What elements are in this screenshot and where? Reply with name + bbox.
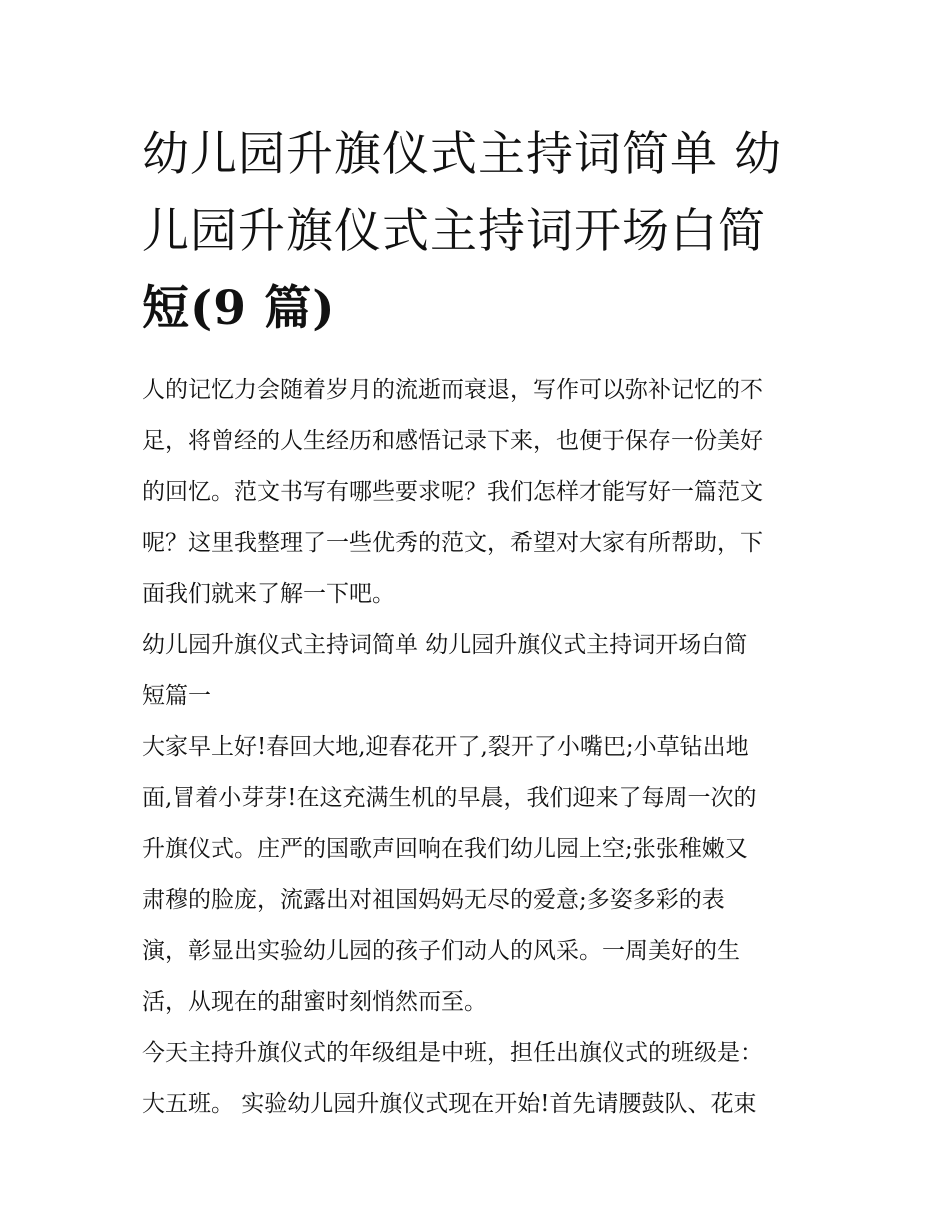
intro-line: 人的记忆力会随着岁月的流逝而衰退，写作可以弥补记忆的不 xyxy=(142,377,763,403)
body-paragraph-1 xyxy=(142,722,822,1028)
body-line: 演，彰显出实验幼儿园的孩子们动人的风采。一周美好的生 xyxy=(142,938,740,964)
body-line: 今天主持升旗仪式的年级组是中班，担任出旗仪式的班级是： xyxy=(142,1040,763,1066)
body-line: 活，从现在的甜蜜时刻悄然而至。 xyxy=(142,989,487,1015)
body-line: 升旗仪式。庄严的国歌声回响在我们幼儿园上空;张张稚嫩又 xyxy=(142,836,748,862)
title-line-2: 儿园升旗仪式主持词开场白简 xyxy=(142,204,766,259)
document-title xyxy=(142,116,832,347)
section-heading-line: 幼儿园升旗仪式主持词简单 幼儿园升旗仪式主持词开场白简 xyxy=(142,632,748,658)
title-line-1: 幼儿园升旗仪式主持词简单 幼 xyxy=(142,127,782,182)
intro-line: 呢？这里我整理了一些优秀的范文，希望对大家有所帮助，下 xyxy=(142,530,763,556)
body-line: 大家早上好!春回大地,迎春花开了,裂开了小嘴巴;小草钻出地 xyxy=(142,734,749,760)
body-line: 肃穆的脸庞，流露出对祖国妈妈无尽的爱意;多姿多彩的表 xyxy=(142,887,725,913)
document-content xyxy=(142,116,822,1130)
intro-line: 足，将曾经的人生经历和感悟记录下来，也便于保存一份美好 xyxy=(142,428,763,454)
intro-line: 的回忆。范文书写有哪些要求呢？我们怎样才能写好一篇范文 xyxy=(142,479,763,505)
intro-paragraph xyxy=(142,365,822,620)
body-paragraph-2 xyxy=(142,1028,822,1130)
section-heading-line: 短篇一 xyxy=(142,683,211,709)
body-line: 面,冒着小芽芽!在这充满生机的早晨，我们迎来了每周一次的 xyxy=(142,785,757,811)
intro-line: 面我们就来了解一下吧。 xyxy=(142,581,395,607)
section-heading xyxy=(142,620,822,722)
body-line: 大五班。 实验幼儿园升旗仪式现在开始!首先请腰鼓队、花束 xyxy=(142,1091,757,1117)
title-line-3: 短(9 篇) xyxy=(142,281,336,336)
